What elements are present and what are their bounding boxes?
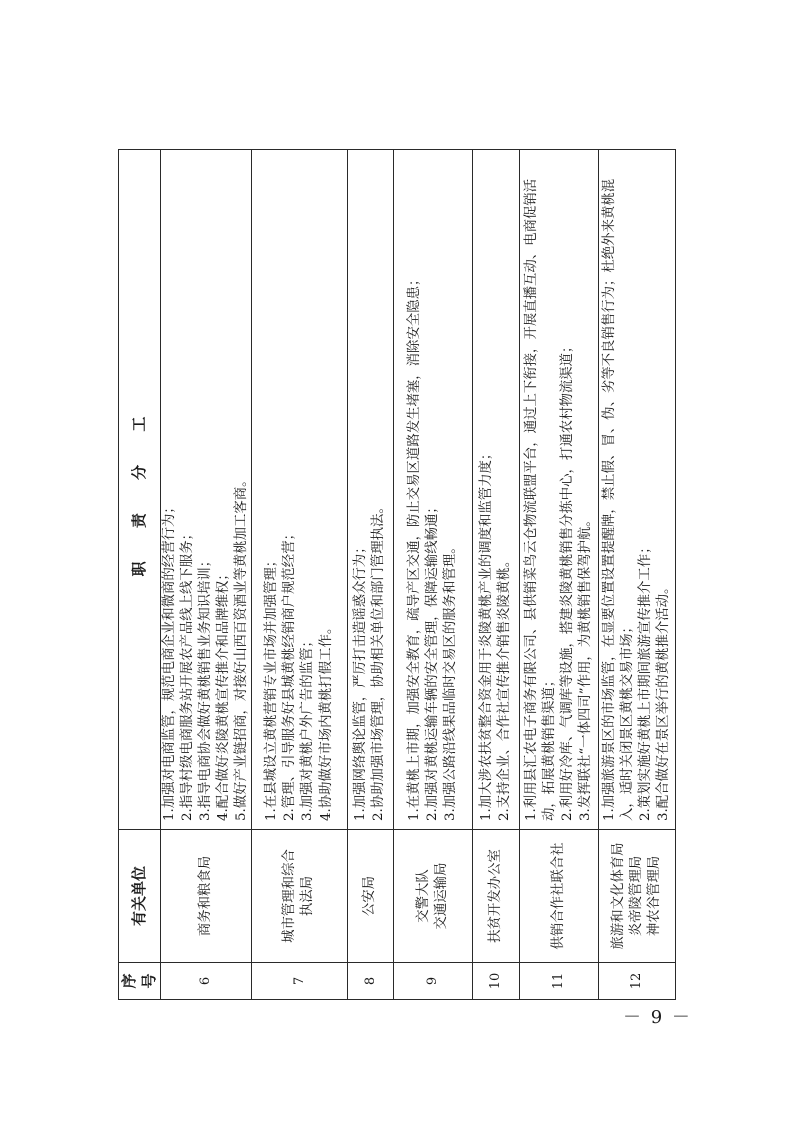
duty-item: 3.加强对黄桃户外广告的监管；: [300, 634, 316, 821]
row-unit: [519, 830, 598, 963]
table-row: [251, 150, 347, 1000]
row-unit: [472, 830, 519, 963]
duty-item: 1.加大涉农扶贫整合资金用于炎陵黄桃产业的调度和监管力度；: [478, 446, 494, 821]
row-duties: [393, 150, 472, 830]
duty-item: 5.做好产业链招商，对接好山西百资酒业等黄桃加工客商。: [233, 473, 249, 821]
row-number: 9: [393, 963, 472, 1000]
unit-name: 交警大队: [415, 869, 431, 923]
unit-name: 执法局: [300, 875, 316, 917]
row-duties: [347, 150, 393, 830]
header-duty: 职 责 分 工: [119, 150, 161, 830]
unit-name: 公安局: [362, 875, 378, 917]
row-duties: [160, 150, 251, 830]
duty-item: 4.协助做好市场内黄桃打假工作。: [318, 620, 334, 821]
row-duties: [472, 150, 519, 830]
rotated-table-container: [118, 150, 672, 1000]
duty-item: 2.管理、引导服务好县城黄桃经销商户规范经营；: [282, 527, 298, 821]
duty-item: 2.协助加强市场管理，协助相关单位和部门管理执法。: [371, 500, 387, 821]
table-header-row: [119, 150, 161, 1000]
duty-item: 1.加强对电商监管，规范电商企业和微商的经营行为；: [161, 500, 177, 821]
row-number: 10: [472, 963, 519, 1000]
duty-item: 1.利用县汇农电子商务有限公司、县供销菜鸟云仓物流联盟平台，通过上下衔接，开展直播互动、电商促销活动，拓展黄桃销售渠道；: [523, 178, 557, 821]
table-row: [472, 150, 519, 1000]
row-number: 12: [598, 963, 675, 1000]
row-duties: [598, 150, 675, 830]
duty-item: 3.配合做好在景区举行的黄桃推介活动。: [656, 580, 672, 821]
unit-name: 神农谷管理局: [647, 855, 663, 937]
unit-name: 炎帝陵管理局: [628, 855, 644, 937]
table-row: [598, 150, 675, 1000]
duty-item: 3.发挥联社“一体四司”作用，为黄桃销售保驾护航。: [578, 513, 594, 821]
table-row: [393, 150, 472, 1000]
row-number: 11: [519, 963, 598, 1000]
duty-item: 1.在县城设立黄桃营销专业市场并加强管理；: [264, 553, 280, 821]
header-no: 序号: [119, 963, 161, 1000]
duty-item: 1.加强旅游景区的市场监管，在显要位置设置提醒牌，禁止假、冒、伪、劣等不良销售行为；杜绝外来黄桃混入，适时关闭景区黄桃交易市场；: [601, 178, 635, 821]
duty-item: 1.在黄桃上市期，加强安全教育，疏导产区交通，防止交易区道路发生堵塞，消除安全隐患；: [406, 272, 422, 821]
unit-name: 供销合作社联合社: [550, 842, 566, 950]
row-number: 8: [347, 963, 393, 1000]
row-unit: [347, 830, 393, 963]
duty-assignment-table: [118, 149, 676, 1000]
page-number: － 9 －: [623, 1007, 692, 1028]
unit-name: 城市管理和综合: [282, 849, 298, 943]
row-unit: [598, 830, 675, 963]
duty-item: 2.支持企业、合作社宣传推介销售炎陵黄桃。: [496, 553, 512, 821]
row-number: 6: [160, 963, 251, 1000]
table-row: [160, 150, 251, 1000]
unit-name: 旅游和文化体育局: [610, 842, 626, 950]
table-body: [160, 150, 675, 1000]
duty-item: 4.配合做好炎陵黄桃宣传推介和品牌维权；: [215, 567, 231, 821]
duty-item: 2.指导村级电商服务站开展农产品线上线下服务；: [179, 527, 195, 821]
header-unit: 有关单位: [119, 830, 161, 963]
row-number: 7: [251, 963, 347, 1000]
unit-name: 商务和粮食局: [197, 855, 213, 937]
row-unit: [251, 830, 347, 963]
duty-item: 2.策划实施好黄桃上市期间旅游宣传推介工作；: [637, 540, 653, 821]
row-unit: [160, 830, 251, 963]
row-duties: [519, 150, 598, 830]
unit-name: 交通运输局: [433, 862, 449, 930]
duty-item: 2.利用好冷库、气调库等设施，搭建炎陵黄桃销售分拣中心，打通农村物流渠道；: [559, 339, 575, 821]
duty-item: 3.指导电商协会做好黄桃销售业务知识培训；: [197, 553, 213, 821]
row-unit: [393, 830, 472, 963]
duty-item: 2.加强对黄桃运输车辆的安全管理，保障运输线畅通；: [424, 500, 440, 821]
unit-name: 扶贫开发办公室: [487, 849, 503, 943]
table-row: [347, 150, 393, 1000]
table-row: [519, 150, 598, 1000]
duty-item: 3.加强公路沿线果品临时交易区的服务和管理。: [443, 540, 459, 821]
row-duties: [251, 150, 347, 830]
duty-item: 1.加强网络舆论监管，严厉打击造谣惑众行为；: [353, 540, 369, 821]
